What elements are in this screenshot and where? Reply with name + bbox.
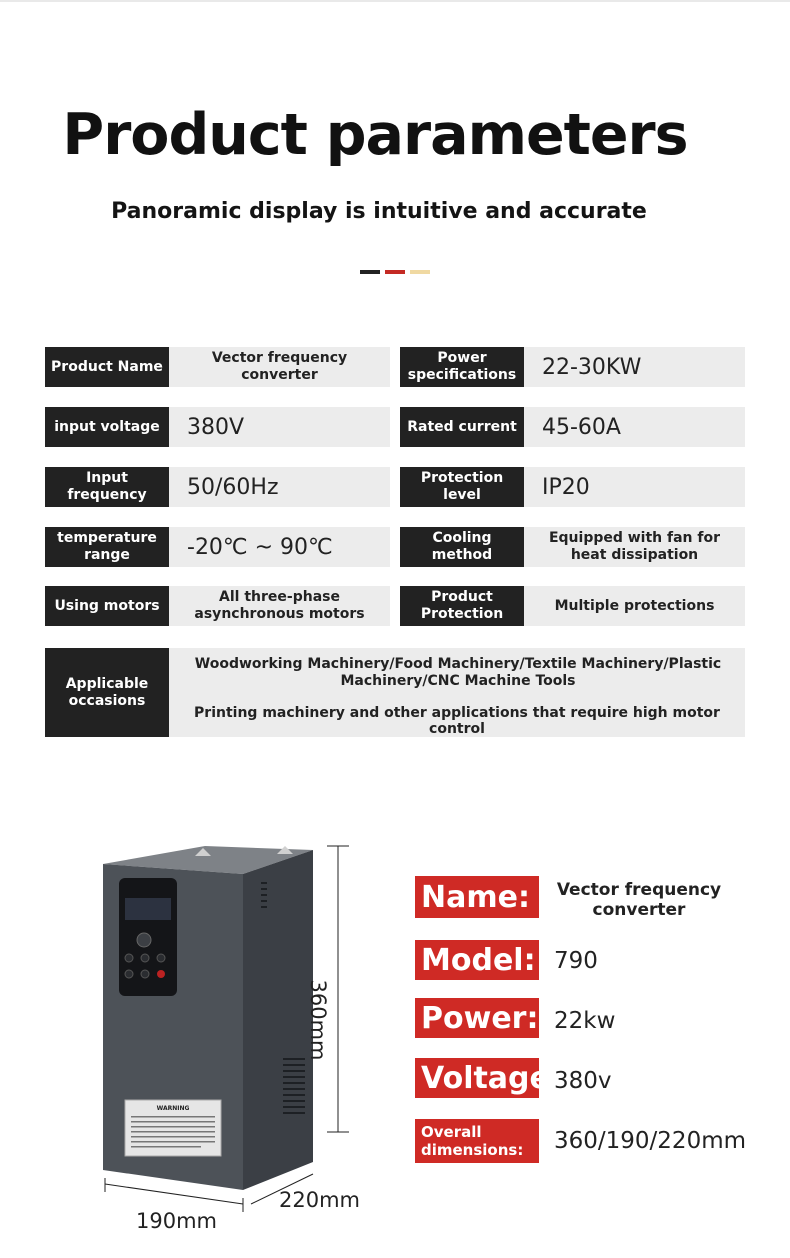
param-value: 22-30KW bbox=[524, 347, 745, 387]
param-label: Product Name bbox=[45, 347, 169, 387]
applications-value bbox=[169, 648, 745, 737]
param-value: 50/60Hz bbox=[169, 467, 390, 507]
frequency-converter-image bbox=[95, 840, 395, 1240]
param-label: Input frequency bbox=[45, 467, 169, 507]
spec-label-model: Model: bbox=[415, 940, 539, 980]
accent-dash-red bbox=[385, 270, 405, 274]
spec-label-name: Name: bbox=[415, 876, 539, 918]
param-label: Using motors bbox=[45, 586, 169, 626]
spec-value-voltage: 380v bbox=[554, 1068, 612, 1094]
param-label: Product Protection bbox=[400, 586, 524, 626]
param-value: Multiple protections bbox=[524, 586, 745, 626]
accent-dash-black bbox=[360, 270, 380, 274]
param-value: Vector frequency converter bbox=[169, 347, 390, 387]
top-divider bbox=[0, 0, 790, 2]
spec-label-voltage: Voltage: bbox=[415, 1058, 539, 1098]
param-label: Power specifications bbox=[400, 347, 524, 387]
param-label: Protection level bbox=[400, 467, 524, 507]
depth-dimension: 220mm bbox=[279, 1188, 360, 1212]
page-subtitle: Panoramic display is intuitive and accurate bbox=[111, 199, 647, 224]
param-value: 45-60A bbox=[524, 407, 745, 447]
param-label: temperature range bbox=[45, 527, 169, 567]
spec-label-dimensions: Overall dimensions: bbox=[415, 1119, 539, 1163]
spec-value-name: Vector frequency converter bbox=[556, 880, 722, 920]
applications-line-1: Woodworking Machinery/Food Machinery/Textile Machinery/Plastic Machinery/CNC Machine Tools bbox=[194, 656, 722, 689]
width-dimension: 190mm bbox=[136, 1209, 217, 1233]
param-label: Rated current bbox=[400, 407, 524, 447]
spec-label-power: Power: bbox=[415, 998, 539, 1038]
param-value: -20℃ ~ 90℃ bbox=[169, 527, 390, 567]
param-value: All three-phase asynchronous motors bbox=[169, 586, 390, 626]
param-value: IP20 bbox=[524, 467, 745, 507]
spec-value-model: 790 bbox=[554, 948, 598, 974]
param-value: Equipped with fan for heat dissipation bbox=[524, 527, 745, 567]
applications-label: Applicable occasions bbox=[45, 648, 169, 737]
spec-value-power: 22kw bbox=[554, 1008, 616, 1034]
accent-dash-beige bbox=[410, 270, 430, 274]
applications-line-2: Printing machinery and other applications that require high motor control bbox=[194, 705, 720, 737]
param-value: 380V bbox=[169, 407, 390, 447]
param-label: input voltage bbox=[45, 407, 169, 447]
height-dimension: 360mm bbox=[306, 979, 330, 1061]
warning-label-text: WARNING bbox=[156, 1105, 190, 1112]
spec-value-dimensions: 360/190/220mm bbox=[554, 1128, 747, 1154]
param-label: Cooling method bbox=[400, 527, 524, 567]
page-title: Product parameters bbox=[62, 102, 688, 168]
